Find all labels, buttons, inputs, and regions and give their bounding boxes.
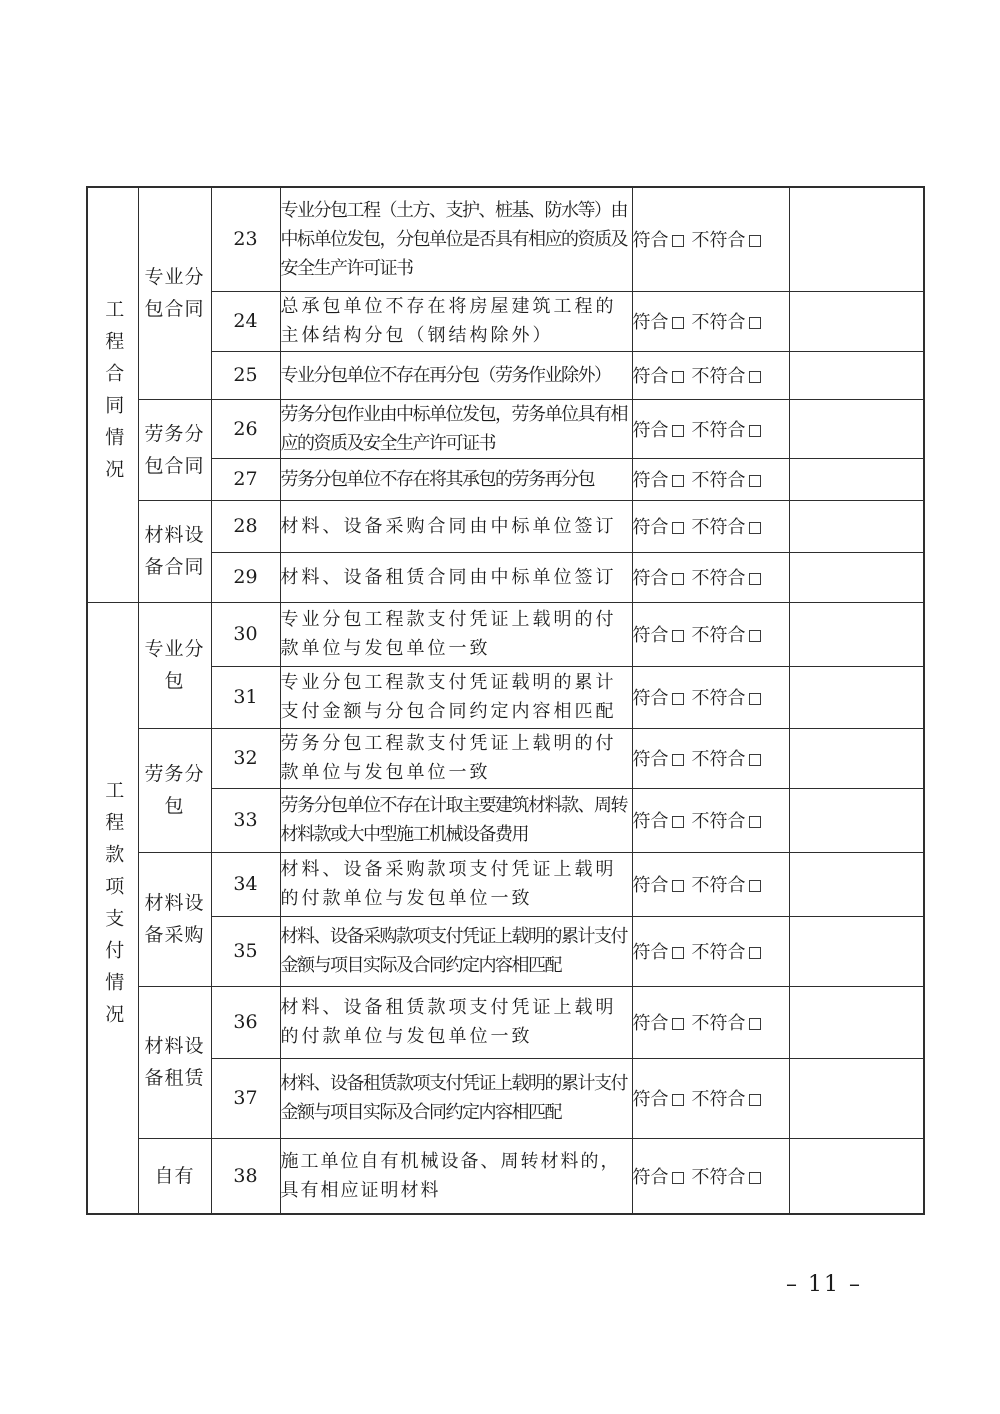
fail-option	[692, 942, 761, 963]
inspection-checklist-table	[86, 186, 925, 1215]
pass-label: 符合	[632, 470, 669, 491]
pass-label: 符合	[632, 312, 669, 333]
group-cell-professional-subcontract-pay: 专业分包	[138, 602, 211, 728]
item-number: 28	[211, 500, 280, 552]
check-cell	[632, 916, 789, 986]
item-description: 总承包单位不存在将房屋建筑工程的主体结构分包（钢结构除外）	[280, 291, 632, 351]
fail-checkbox[interactable]	[749, 754, 761, 766]
pass-label: 符合	[632, 688, 669, 709]
fail-label: 不符合	[691, 419, 746, 441]
fail-checkbox[interactable]	[749, 425, 761, 437]
pass-option	[633, 875, 684, 896]
remarks-cell	[789, 728, 924, 788]
fail-checkbox[interactable]	[749, 317, 761, 329]
item-description: 劳务分包单位不存在将其承包的劳务再分包	[280, 458, 632, 500]
check-cell	[632, 986, 789, 1058]
pass-option	[633, 1167, 684, 1188]
pass-label: 符合	[632, 517, 669, 538]
fail-option	[692, 230, 761, 251]
check-cell	[632, 500, 789, 552]
item-number: 37	[211, 1058, 280, 1138]
item-description: 材料、设备采购款项支付凭证上载明的累计支付金额与项目实际及合同约定内容相匹配	[280, 916, 632, 986]
item-description: 劳务分包作业由中标单位发包，劳务单位具有相应的资质及安全生产许可证书	[280, 399, 632, 458]
fail-option	[692, 568, 761, 589]
pass-label: 符合	[632, 419, 669, 441]
remarks-cell	[789, 986, 924, 1058]
fail-option	[692, 1167, 761, 1188]
item-number: 33	[211, 788, 280, 852]
item-number: 32	[211, 728, 280, 788]
group-cell-labor-subcontract-pay: 劳务分包	[138, 728, 211, 852]
check-cell	[632, 666, 789, 728]
check-cell	[632, 187, 789, 291]
pass-label: 符合	[632, 568, 669, 589]
pass-label: 符合	[632, 811, 669, 832]
fail-checkbox[interactable]	[749, 880, 761, 892]
remarks-cell	[789, 1138, 924, 1214]
item-description: 劳务分包单位不存在计取主要建筑材料款、周转材料款或大中型施工机械设备费用	[280, 788, 632, 852]
table-row	[87, 602, 924, 666]
check-cell	[632, 552, 789, 602]
pass-label: 符合	[632, 366, 669, 387]
item-number: 23	[211, 187, 280, 291]
pass-option	[633, 1089, 684, 1110]
group-cell-material-equipment-purchase: 材料设备采购	[138, 852, 211, 986]
item-description: 专业分包工程款支付凭证载明的累计支付金额与分包合同约定内容相匹配	[280, 666, 632, 728]
pass-checkbox[interactable]	[672, 816, 684, 828]
table-row	[87, 852, 924, 916]
table-row	[87, 351, 924, 399]
pass-checkbox[interactable]	[672, 371, 684, 383]
pass-checkbox[interactable]	[672, 522, 684, 534]
category-cell-payment	[87, 602, 138, 1214]
item-description: 材料、设备租赁款项支付凭证上载明的累计支付金额与项目实际及合同约定内容相匹配	[280, 1058, 632, 1138]
category-cell-contract	[87, 187, 138, 602]
pass-checkbox[interactable]	[672, 880, 684, 892]
fail-label: 不符合	[691, 625, 746, 646]
check-cell	[632, 351, 789, 399]
table-row	[87, 500, 924, 552]
table-row	[87, 1058, 924, 1138]
pass-option	[633, 568, 684, 589]
remarks-cell	[789, 552, 924, 602]
fail-option	[692, 312, 761, 333]
fail-option	[692, 420, 761, 441]
check-cell	[632, 1058, 789, 1138]
pass-label: 符合	[632, 942, 669, 963]
pass-label: 符合	[632, 230, 669, 252]
item-description: 专业分包单位不存在再分包（劳务作业除外）	[280, 351, 632, 399]
fail-checkbox[interactable]	[749, 1094, 761, 1106]
fail-checkbox[interactable]	[749, 693, 761, 705]
item-description: 材料、设备租赁款项支付凭证上载明的付款单位与发包单位一致	[280, 986, 632, 1058]
pass-option	[633, 230, 684, 251]
item-number: 25	[211, 351, 280, 399]
pass-checkbox[interactable]	[672, 317, 684, 329]
check-cell	[632, 291, 789, 351]
fail-label: 不符合	[691, 312, 746, 333]
fail-label: 不符合	[691, 688, 746, 709]
pass-checkbox[interactable]	[672, 475, 684, 487]
pass-option	[633, 470, 684, 491]
fail-label: 不符合	[691, 811, 746, 832]
pass-label: 符合	[632, 749, 669, 770]
item-number: 24	[211, 291, 280, 351]
remarks-cell	[789, 458, 924, 500]
pass-checkbox[interactable]	[672, 630, 684, 642]
item-number: 38	[211, 1138, 280, 1214]
remarks-cell	[789, 666, 924, 728]
item-number: 36	[211, 986, 280, 1058]
check-cell	[632, 399, 789, 458]
check-cell	[632, 852, 789, 916]
fail-label: 不符合	[691, 517, 746, 538]
fail-checkbox[interactable]	[749, 816, 761, 828]
fail-checkbox[interactable]	[749, 371, 761, 383]
pass-option	[633, 942, 684, 963]
fail-checkbox[interactable]	[749, 522, 761, 534]
fail-option	[692, 1089, 761, 1110]
fail-checkbox[interactable]	[749, 573, 761, 585]
group-cell-professional-subcontract: 专业分包合同	[138, 187, 211, 399]
item-number: 34	[211, 852, 280, 916]
fail-label: 不符合	[691, 875, 746, 896]
table-row	[87, 1138, 924, 1214]
fail-option	[692, 366, 761, 387]
pass-checkbox[interactable]	[672, 693, 684, 705]
group-cell-self-owned: 自有	[138, 1138, 211, 1214]
fail-label: 不符合	[691, 1013, 746, 1034]
table-row	[87, 986, 924, 1058]
fail-label: 不符合	[691, 749, 746, 770]
pass-label: 符合	[632, 625, 669, 646]
pass-option	[633, 811, 684, 832]
remarks-cell	[789, 852, 924, 916]
fail-label: 不符合	[691, 1166, 746, 1188]
fail-label: 不符合	[691, 470, 746, 491]
item-description: 劳务分包工程款支付凭证上载明的付款单位与发包单位一致	[280, 728, 632, 788]
check-cell	[632, 728, 789, 788]
pass-checkbox[interactable]	[672, 573, 684, 585]
item-description: 专业分包工程款支付凭证上载明的付款单位与发包单位一致	[280, 602, 632, 666]
item-number: 26	[211, 399, 280, 458]
check-cell	[632, 788, 789, 852]
pass-option	[633, 312, 684, 333]
item-description: 材料、设备租赁合同由中标单位签订	[280, 552, 632, 602]
pass-checkbox[interactable]	[672, 947, 684, 959]
check-cell	[632, 458, 789, 500]
pass-option	[633, 1013, 684, 1034]
fail-option	[692, 749, 761, 770]
pass-option	[633, 517, 684, 538]
table-row	[87, 458, 924, 500]
fail-option	[692, 517, 761, 538]
pass-option	[633, 688, 684, 709]
pass-option	[633, 749, 684, 770]
item-description: 材料、设备采购合同由中标单位签订	[280, 500, 632, 552]
page-number: – 11 –	[786, 1272, 862, 1297]
fail-checkbox[interactable]	[749, 947, 761, 959]
pass-checkbox[interactable]	[672, 1094, 684, 1106]
fail-option	[692, 688, 761, 709]
fail-label: 不符合	[691, 568, 746, 589]
group-cell-material-equipment-contract: 材料设备合同	[138, 500, 211, 602]
group-cell-material-equipment-lease: 材料设备租赁	[138, 986, 211, 1138]
fail-label: 不符合	[691, 1089, 746, 1110]
remarks-cell	[789, 351, 924, 399]
item-number: 27	[211, 458, 280, 500]
table-row	[87, 291, 924, 351]
fail-checkbox[interactable]	[749, 235, 761, 247]
pass-checkbox[interactable]	[672, 425, 684, 437]
pass-checkbox[interactable]	[672, 1172, 684, 1184]
pass-label: 符合	[632, 1166, 669, 1188]
table-row	[87, 552, 924, 602]
remarks-cell	[789, 1058, 924, 1138]
category-label: 工程合同情况	[102, 298, 125, 491]
pass-checkbox[interactable]	[672, 1018, 684, 1030]
item-number: 29	[211, 552, 280, 602]
fail-checkbox[interactable]	[749, 475, 761, 487]
remarks-cell	[789, 291, 924, 351]
table-row	[87, 788, 924, 852]
fail-label: 不符合	[691, 942, 746, 963]
fail-checkbox[interactable]	[749, 1018, 761, 1030]
fail-option	[692, 1013, 761, 1034]
fail-checkbox[interactable]	[749, 630, 761, 642]
item-number: 35	[211, 916, 280, 986]
pass-checkbox[interactable]	[672, 235, 684, 247]
group-cell-labor-subcontract: 劳务分包合同	[138, 399, 211, 500]
fail-option	[692, 811, 761, 832]
item-number: 31	[211, 666, 280, 728]
remarks-cell	[789, 602, 924, 666]
fail-option	[692, 625, 761, 646]
fail-checkbox[interactable]	[749, 1172, 761, 1184]
remarks-cell	[789, 500, 924, 552]
table-row	[87, 916, 924, 986]
check-cell	[632, 602, 789, 666]
fail-label: 不符合	[691, 230, 746, 252]
table-row	[87, 187, 924, 291]
pass-option	[633, 366, 684, 387]
remarks-cell	[789, 916, 924, 986]
item-description: 材料、设备采购款项支付凭证上载明的付款单位与发包单位一致	[280, 852, 632, 916]
item-number: 30	[211, 602, 280, 666]
check-cell	[632, 1138, 789, 1214]
pass-label: 符合	[632, 1089, 669, 1110]
remarks-cell	[789, 399, 924, 458]
table-row	[87, 399, 924, 458]
table-row	[87, 666, 924, 728]
fail-option	[692, 470, 761, 491]
pass-option	[633, 420, 684, 441]
pass-option	[633, 625, 684, 646]
fail-option	[692, 875, 761, 896]
fail-label: 不符合	[691, 366, 746, 387]
table-row	[87, 728, 924, 788]
pass-label: 符合	[632, 1013, 669, 1034]
item-description: 专业分包工程（土方、支护、桩基、防水等）由中标单位发包，分包单位是否具有相应的资质及安全生产许可证书	[280, 187, 632, 291]
pass-label: 符合	[632, 875, 669, 896]
item-description: 施工单位自有机械设备、周转材料的，具有相应证明材料	[280, 1138, 632, 1214]
remarks-cell	[789, 788, 924, 852]
category-label: 工程款项支付情况	[102, 779, 125, 1036]
pass-checkbox[interactable]	[672, 754, 684, 766]
remarks-cell	[789, 187, 924, 291]
